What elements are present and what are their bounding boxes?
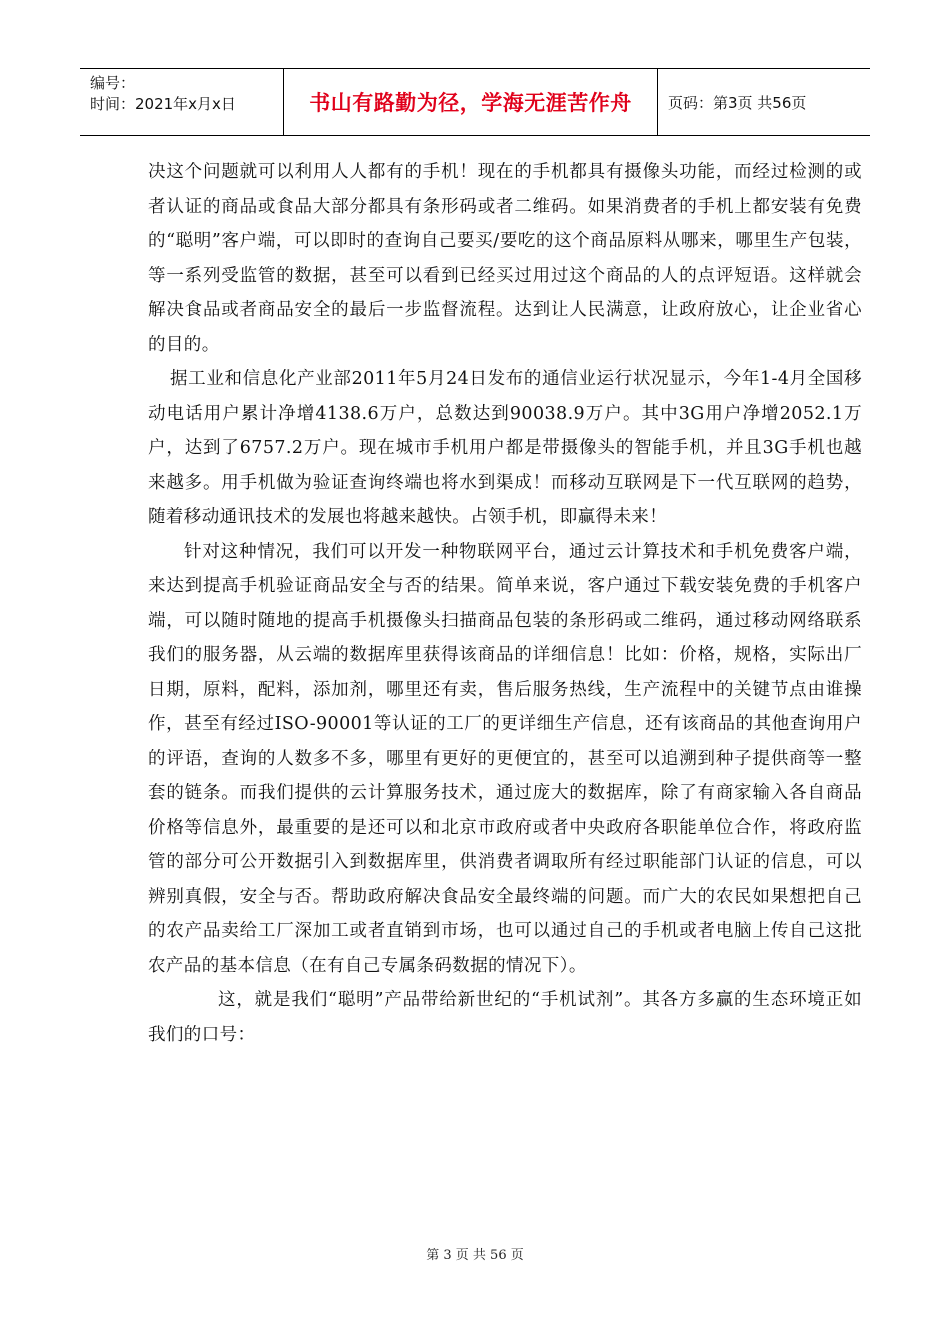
page-footer: 第 3 页 共 56 页: [426, 1248, 524, 1263]
header-motto: 书山有路勤为径，学海无涯苦作舟: [284, 69, 658, 135]
paragraph-4: 这，就是我们“聪明”产品带给新世纪的“手机试剂”。其各方多赢的生态环境正如我们的口号：: [148, 990, 862, 1045]
date-label: 时间：2021年x月x日: [90, 95, 236, 113]
paragraph-3: 针对这种情况，我们可以开发一种物联网平台，通过云计算技术和手机免费客户端，来达到提高手机验证商品安全与否的结果。简单来说，客户通过下载安装免费的手机客户端，可以随时随地的提高手机摄像头扫描商品包装的条形码或二维码，通过移动网络联系我们的服务器，从云端的数据库里获得该商品的详细信息！比如：价格，规格，实际出厂日期，原料，配料，添加剂，哪里还有卖，售后服务热线，生产流程中的关键节点由谁操作，甚至有经过ISO-90001等认证的工厂的更详细生产信息，还有该商品的其他查询用户的评语，查询的人数多不多，哪里有更好的更便宜的，甚至可以追溯到种子提供商等一整套的链条。而我们提供的云计算服务技术，通过庞大的数据库，除了有商家输入各自商品价格等信息外，最重要的是还可以和北京市政府或者中央政府各职能单位合作，将政府监管的部分可公开数据引入到数据库里，供消费者调取所有经过职能部门认证的信息，可以辨别真假，安全与否。帮助政府解决食品安全最终端的问题。而广大的农民如果想把自己的农产品卖给工厂深加工或者直销到市场，也可以通过自己的手机或者电脑上传自己这批农产品的基本信息（在有自己专属条码数据的情况下）。: [148, 541, 862, 976]
paragraph-1: 决这个问题就可以利用人人都有的手机！现在的手机都具有摄像头功能，而经过检测的或者认证的商品或食品大部分都具有条形码或者二维码。如果消费者的手机上都安装有免费的“聪明”客户端，可以即时的查询自己要买/要吃的这个商品原料从哪来，哪里生产包装，等一系列受监管的数据，甚至可以看到已经买过用过这个商品的人的点评短语。这样就会解决食品或者商品安全的最后一步监督流程。达到让人民满意，让政府放心，让企业省心的目的。: [148, 162, 862, 355]
header-meta-cell: [80, 69, 284, 135]
number-label: 编号：: [90, 74, 136, 92]
document-body: [148, 155, 862, 1052]
page-header: [80, 68, 870, 136]
header-page-info: 页码：第3页 共56页: [668, 93, 807, 112]
paragraph-2: 据工业和信息化产业部2011年5月24日发布的通信业运行状况显示，今年1-4月全国移动电话用户累计净增4138.6万户，总数达到90038.9万户。其中3G用户净增2052.1万户，达到了6757.2万户。现在城市手机用户都是带摄像头的智能手机，并且3G手机也越来越多。用手机做为验证查询终端也将水到渠成！而移动互联网是下一代互联网的趋势，随着移动通讯技术的发展也将越来越快。占领手机，即赢得未来！: [148, 369, 862, 527]
